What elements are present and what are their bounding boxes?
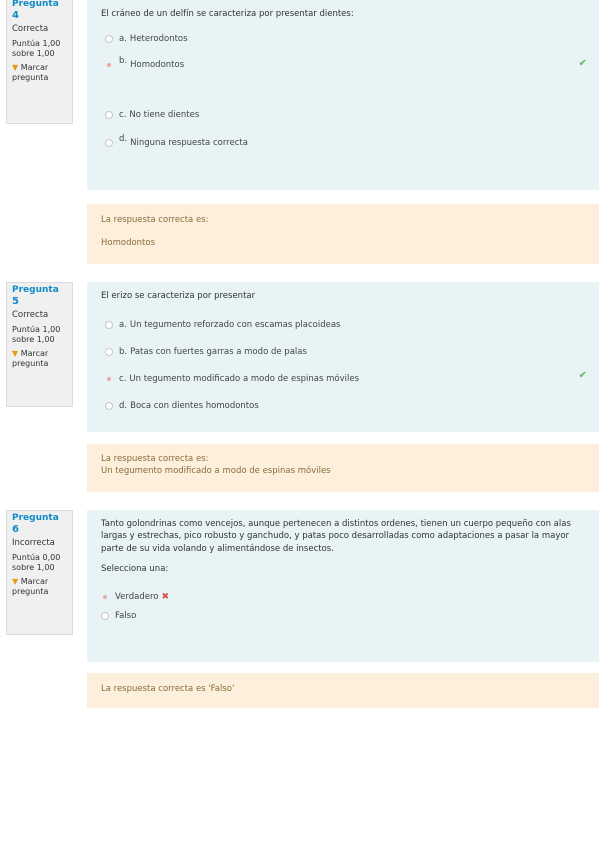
question-number: Pregunta 5 (12, 285, 59, 307)
radio-button[interactable] (105, 321, 113, 329)
question-number: Pregunta 6 (12, 513, 59, 535)
question-text: Tanto golondrinas como vencejos, aunque pertenecen a distintos ordenes, tienen un cuerpo pequeño con alas largas y estrechas, pico robusto y ganchudo, y patas poco desarrolladas como adaptaciones a pasar la mayor parte de su vida volando y alimentándose de insectos. (101, 519, 571, 554)
flag-icon: ▼ (12, 62, 19, 72)
radio-button-selected[interactable] (101, 593, 109, 601)
flag-icon: ▼ (12, 348, 19, 358)
correct-check-icon: ✔ (578, 58, 587, 69)
correct-answer-feedback: La respuesta correcta es 'Falso' (87, 673, 599, 708)
answer-option-b[interactable]: b. Patas con fuertes garras a modo de palas (105, 347, 307, 357)
answer-option-false[interactable]: Falso (101, 611, 136, 621)
correct-answer-feedback: La respuesta correcta es: Homodontos (87, 204, 599, 264)
radio-button-selected[interactable] (105, 61, 113, 69)
question-state: Correcta (12, 23, 49, 34)
radio-button[interactable] (105, 35, 113, 43)
question-state: Incorrecta (12, 537, 55, 548)
question-state: Correcta (12, 309, 49, 320)
correct-check-icon: ✔ (578, 370, 587, 381)
question-text: El cráneo de un delfín se caracteriza por presentar dientes: (101, 9, 354, 19)
select-one-label: Selecciona una: (101, 563, 169, 574)
answer-option-d[interactable]: d. Ninguna respuesta correcta (105, 138, 248, 148)
question-grade: Puntúa 1,00 sobre 1,00 (12, 38, 61, 59)
answer-option-d[interactable]: d. Boca con dientes homodontos (105, 401, 259, 411)
radio-button-selected[interactable] (105, 375, 113, 383)
answer-option-a[interactable]: a. Heterodontos (105, 34, 188, 44)
incorrect-cross-icon: ✖ (161, 592, 170, 602)
answer-option-b[interactable]: b. Homodontos (105, 60, 184, 70)
answer-option-true[interactable]: Verdadero ✖ (101, 592, 169, 602)
radio-button[interactable] (105, 348, 113, 356)
radio-button[interactable] (105, 111, 113, 119)
question-number: Pregunta 4 (12, 0, 59, 21)
question-grade: Puntúa 0,00 sobre 1,00 (12, 552, 61, 573)
answer-option-a[interactable]: a. Un tegumento reforzado con escamas placoideas (105, 320, 341, 330)
question-content (87, 282, 599, 432)
question-content (87, 510, 599, 662)
flag-question-link[interactable]: ▼ Marcar pregunta (12, 348, 49, 369)
answer-option-c[interactable]: c. Un tegumento modificado a modo de espinas móviles (105, 374, 359, 384)
question-info (6, 510, 73, 635)
question-info (6, 0, 73, 124)
radio-button[interactable] (101, 612, 109, 620)
radio-button[interactable] (105, 402, 113, 410)
radio-button[interactable] (105, 139, 113, 147)
flag-icon: ▼ (12, 576, 19, 586)
question-content (87, 0, 599, 190)
question-info (6, 282, 73, 407)
flag-question-link[interactable]: ▼ Marcar pregunta (12, 576, 49, 597)
flag-question-link[interactable]: ▼ Marcar pregunta (12, 62, 49, 83)
question-grade: Puntúa 1,00 sobre 1,00 (12, 324, 61, 345)
answer-option-c[interactable]: c. No tiene dientes (105, 110, 199, 120)
correct-answer-feedback: La respuesta correcta es: Un tegumento modificado a modo de espinas móviles (87, 444, 599, 492)
question-text: El erizo se caracteriza por presentar (101, 291, 256, 301)
